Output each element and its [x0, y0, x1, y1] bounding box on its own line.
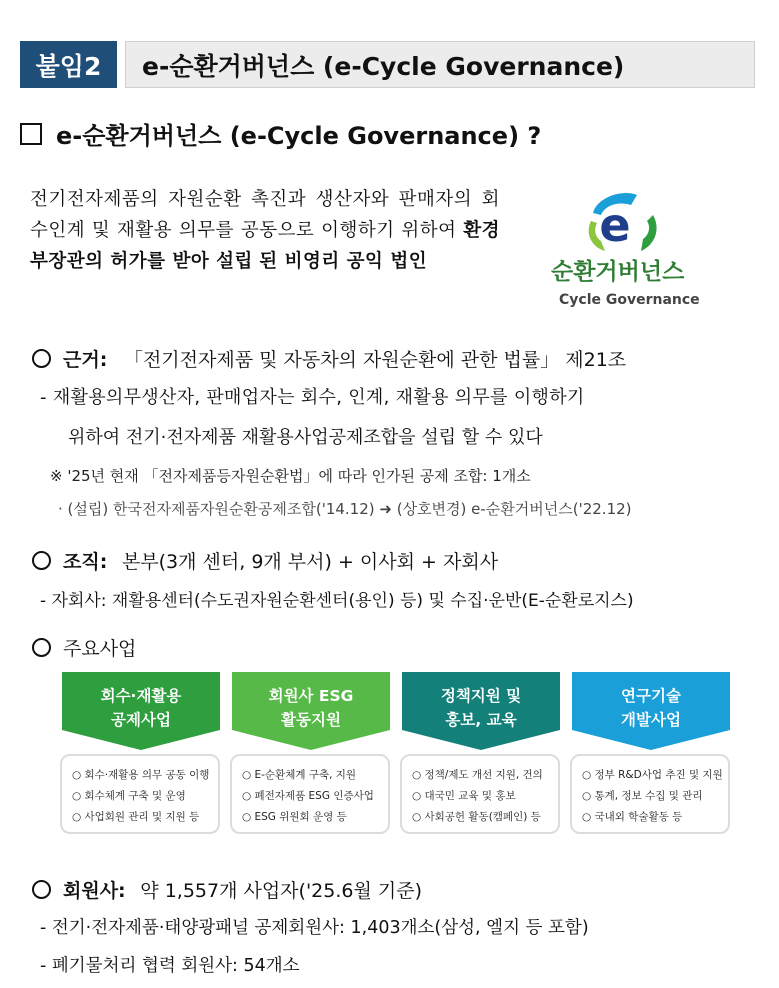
members-detail-2: - 폐기물처리 협력 회원사: 54개소: [40, 956, 300, 976]
logo-mark: e: [599, 198, 631, 252]
circle-bullet-icon: [32, 880, 51, 899]
logo-subtitle: Cycle Governance: [559, 292, 700, 308]
circle-bullet-icon: [32, 638, 51, 657]
basis-note: ※ '25년 현재 「전자제품등자원순환법」에 따라 인가된 공제 조합: 1개소: [50, 467, 531, 485]
org-heading: 조직: 본부(3개 센터, 9개 부서) + 이사회 + 자회사: [32, 547, 498, 574]
logo-name: 순환거버넌스: [551, 259, 685, 285]
members-heading: 회원사: 약 1,557개 사업자('25.6월 기준): [32, 876, 422, 903]
members-detail-1: - 전기·전자제품·태양광패널 공제회원사: 1,403개소(삼성, 엘지 등 포함): [40, 918, 589, 938]
question-heading: e-순환거버넌스 (e-Cycle Governance) ?: [20, 116, 541, 151]
business-card-policy: 정책지원 및 홍보, 교육 ○ 정책/제도 개선 지원, 건의 ○ 대국민 교육 및 홍보 ○ 사회공헌 활동(캠페인) 등: [402, 672, 560, 752]
intro-paragraph: 전기전자제품의 자원순환 촉진과 생산자와 판매자의 회수인계 및 재활용 의무를 공동으로 이행하기 위하여 환경부장관의 허가를 받아 설립 된 비영리 공익 법인: [30, 189, 500, 272]
circle-bullet-icon: [32, 349, 51, 368]
org-subsidiary: - 자회사: 재활용센터(수도권자원순환센터(용인) 등) 및 수집·운반(E-순환로지스): [40, 591, 634, 611]
document-title: e-순환거버넌스 (e-Cycle Governance): [125, 41, 755, 88]
basis-note-history: · (설립) 한국전자제품자원순환공제조합('14.12) ➜ (상호변경) e-순환거버넌스('22.12): [58, 500, 632, 518]
basis-detail-line1: - 재활용의무생산자, 판매업자는 회수, 인계, 재활용 의무를 이행하기: [40, 387, 585, 408]
basis-detail-line2: 위하여 전기·전자제품 재활용사업공제조합을 설립 할 수 있다: [68, 427, 543, 448]
attachment-tag: 붙임2: [20, 41, 117, 88]
business-card-recycling: 회수·재활용 공제사업 ○ 회수·재활용 의무 공동 이행 ○ 회수체계 구축 및 운영 ○ 사업회원 관리 및 지원 등: [62, 672, 220, 752]
business-card-esg: 회원사 ESG 활동지원 ○ E-순환체계 구축, 지원 ○ 폐전자제품 ESG 인증사업 ○ ESG 위원회 운영 등: [232, 672, 390, 752]
business-card-research: 연구기술 개발사업 ○ 정부 R&D사업 추진 및 지원 ○ 통계, 정보 수집 및 관리 ○ 국내외 학술활동 등: [572, 672, 730, 752]
e-cycle-logo: [545, 185, 720, 315]
basis-heading: 근거: 「전기전자제품 및 자동차의 자원순환에 관한 법률」 제21조: [32, 345, 626, 372]
checkbox-square-icon: [20, 123, 42, 145]
circle-bullet-icon: [32, 551, 51, 570]
business-heading: 주요사업: [32, 634, 136, 661]
